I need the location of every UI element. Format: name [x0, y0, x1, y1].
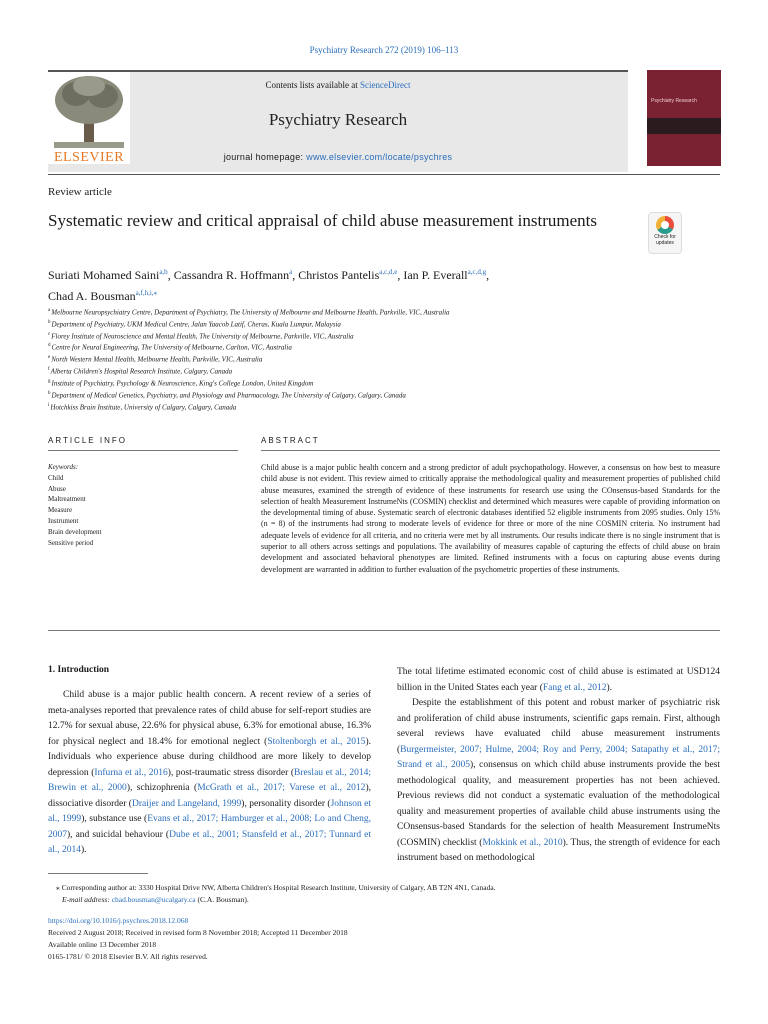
paragraph-text: ), substance use ( — [81, 814, 148, 824]
doi-link[interactable]: https://doi.org/10.1016/j.psychres.2018.12.068 — [48, 916, 189, 925]
corresponding-author-footnote — [48, 882, 720, 906]
keywords-label: Keywords: — [48, 463, 79, 471]
dates-line: Received 2 August 2018; Received in revised form 8 November 2018; Accepted 11 December 2018 — [48, 928, 348, 937]
paragraph-text: Despite the establishment of this potent and robust marker of psychiatric risk and proliferation of child abuse instruments, scientific gaps remain. First, although several reviews have evaluated child abuse measurement instruments ( — [397, 698, 720, 755]
check-updates-icon — [656, 216, 674, 234]
abstract-rule — [261, 450, 720, 451]
homepage-link[interactable]: www.elsevier.com/locate/psychres — [306, 152, 453, 162]
article-type: Review article — [48, 186, 112, 198]
keyword: Sensitive period — [48, 538, 94, 547]
citation-link[interactable]: Breslau et al., 2014; Brewin et al., 2000 — [48, 767, 371, 793]
cover-image-strip — [647, 118, 721, 134]
paragraph-text: ). Individuals who experience abuse during childhood are more likely to develop depression ( — [48, 736, 371, 778]
keywords-block — [48, 462, 101, 548]
affiliation: $^i$Hotchkiss Brain Institute, University of Calgary, Calgary, Canada — [48, 402, 237, 411]
paragraph-text: ). — [80, 845, 87, 855]
author-name[interactable]: Christos Pantelis — [298, 268, 380, 282]
email-line — [48, 894, 720, 906]
affiliation: $^e$North Western Mental Health, Melbourne Health, Parkville, VIC, Australia — [48, 355, 263, 364]
keyword: Child — [48, 473, 64, 482]
email-link[interactable]: chad.bousman@ucalgary.ca — [111, 895, 196, 904]
check-for-updates-button[interactable] — [648, 212, 682, 254]
author-name[interactable]: Suriati Mohamed Saini — [48, 268, 160, 282]
citation-link[interactable]: Stoltenborgh et al., 2015 — [267, 736, 366, 747]
author-list: Suriati Mohamed Saini$^{a,b}$, Cassandra R. Hoffmann$^a$, Christos Pantelis$^{a,c,d,e}$, Ian P. Everall$^{a,c,d,g}$, Chad A. Bousman$^{a,f,h,i,⁎}$ — [48, 268, 490, 303]
citation-link[interactable]: Infurna et al., 2016 — [94, 767, 168, 778]
article-title: Systematic review and critical appraisal of child abuse measurement instruments — [48, 211, 598, 230]
check-updates-label: Check for updates — [654, 234, 676, 246]
paragraph-text: The total lifetime estimated economic cost of child abuse is estimated at USD124 billion in the United States each year ( — [397, 667, 720, 693]
citation-link[interactable]: McGrath et al., 2017; Varese et al., 2012 — [197, 783, 366, 793]
affiliation: $^c$Florey Institute of Neuroscience and Mental Health, The University of Melbourne, Parkville, VIC, Australia — [48, 331, 354, 340]
sciencedirect-link[interactable]: ScienceDirect — [360, 80, 411, 90]
paragraph-text: ), and suicidal behaviour ( — [67, 829, 170, 840]
email-label: E-mail address: — [62, 895, 110, 904]
affiliation: $^h$Department of Medical Genetics, Psychiatry, and Physiology and Pharmacology, The University of Calgary, Calgary, Canada — [48, 390, 406, 400]
journal-citation-link[interactable]: Psychiatry Research 272 (2019) 106–113 — [309, 45, 459, 55]
affiliation: $^d$Centre for Neural Engineering, The University of Melbourne, Carlton, VIC, Australia — [48, 343, 292, 352]
keyword: Instrument — [48, 516, 79, 525]
paragraph-text: ), dissociative disorder ( — [48, 783, 371, 809]
affiliation: $^f$Alberta Children's Hospital Research Institute, Calgary, Canada — [48, 367, 233, 376]
article-info-heading: ARTICLE INFO — [48, 436, 127, 445]
journal-title: Psychiatry Research — [268, 110, 408, 129]
keyword: Measure — [48, 506, 73, 515]
email-suffix: (C.A. Bousman). — [197, 895, 249, 904]
intro-paragraph-left — [48, 688, 371, 859]
section-heading-introduction: 1. Introduction — [48, 665, 110, 675]
journal-header — [48, 70, 628, 172]
citation-link[interactable]: Evans et al., 2017; Hamburger et al., 2008; Lo and Cheng, 2007 — [48, 814, 371, 840]
paragraph-text: ), schizophrenia ( — [126, 783, 198, 793]
tree-icon — [48, 72, 130, 150]
keyword: Abuse — [48, 484, 66, 493]
paragraph-text: ), post-traumatic stress disorder ( — [167, 767, 295, 778]
citation-link[interactable]: Draijer and Langeland, 1999 — [131, 798, 242, 809]
keyword: Brain development — [48, 527, 102, 536]
footnote-rule — [48, 873, 148, 874]
affiliation: $^g$Institute of Psychiatry, Psychology & Neuroscience, King's College London, United Kingdom — [48, 378, 314, 388]
corresponding-author: ⁎ Corresponding author at: 3330 Hospital Drive NW, Alberta Children's Hospital Research Institute, University of Calgary, AB T2N 4N1, Canada. — [56, 883, 496, 892]
abstract-text: Child abuse is a major public health concern and a strong predictor of adult psychopathology. However, a consensus on how best to measure child abuse is not evident. This review aimed to critically appraise the methodological quality and measurement properties of published child abuse measures, examined the strength of evidence of these instruments for research use using the COnsensus-based Standards for the selection of health Measurement InstrumeNts (COSMIN) checklist and determined which measures were capable of providing information on the developmental timing of abuse. Systematic search of electronic databases identified 52 eligible instruments from 2095 studies. Only 15% (n = 8) of the instruments had strong to moderate levels of evidence for three or more of the nine COSMIN criteria. No instrument had adequate levels of evidence for all criteria, and no criteria were met by all instruments. Our results indicate there is no single instrument that is superior to all others across settings and populations. The availability of measures capable of capturing the effects of child abuse on brain development and associated behavioral phenotypes are limited. Refined instruments with a focus on capturing abuse events during development are warranted in addition to further evaluation of the psychometric properties of these instruments. — [261, 463, 720, 574]
intro-paragraph — [397, 667, 720, 693]
contents-prefix: Contents lists available at — [265, 80, 360, 90]
cover-title: Psychiatry Research — [651, 98, 697, 104]
citation-link[interactable]: Johnson et al., 1999 — [48, 798, 371, 824]
contents-line — [48, 80, 628, 90]
citation-link[interactable]: Burgermeister, 2007; Hulme, 2004; Roy and Perry, 2004; Satapathy et al., 2017; Strand et al., 2005 — [397, 744, 720, 770]
paragraph-text: Child abuse is a major public health concern. A recent review of a series of meta-analyses reported that prevalence rates of child abuse for self-report studies are 12.7% for sexual abuse, 22.6% for physical abuse, 6.3% for emotional abuse, 16.3% for physical neglect and 18.4% for emotional neglect ( — [48, 690, 371, 747]
homepage-line — [48, 152, 628, 162]
paragraph-text: ). — [606, 682, 613, 693]
affiliation: $^a$Melbourne Neuropsychiatry Centre, Department of Psychiatry, The University of Melbourne and Melbourne Health, Parkville, VIC, Australia — [48, 308, 450, 317]
paragraph-text: ), consensus on which child abuse instruments provide the best methodological quality, and measurement properties has not been achieved. Previous reviews did not conduct a systematic evaluation of the methodological quality and measurement properties of available child abuse instruments using the COnsensus-based Standards for the selection of health Measurement InstrumeNts (COSMIN) checklist ( — [397, 760, 720, 848]
citation-link[interactable]: Fang et al., 2012 — [542, 682, 607, 693]
citation-link[interactable]: Dube et al., 2001; Stansfeld et al., 2017; Tunnard et al., 2014 — [48, 829, 372, 855]
article-metadata — [48, 915, 720, 963]
elsevier-wordmark: ELSEVIER — [53, 150, 125, 165]
article-info-rule — [48, 450, 238, 451]
intro-paragraph — [397, 696, 720, 867]
citation-link[interactable]: Mokkink et al., 2010 — [482, 837, 563, 848]
paragraph-text: ). Thus, the strength of evidence for each instrument based on methodological — [397, 837, 720, 863]
abstract-heading: ABSTRACT — [261, 436, 320, 445]
homepage-prefix: journal homepage: — [223, 152, 307, 162]
author-name[interactable]: Chad A. Bousman — [48, 289, 136, 303]
affiliation-list — [48, 306, 728, 412]
author-name[interactable]: Ian P. Everall — [403, 268, 468, 282]
online-line: Available online 13 December 2018 — [48, 940, 157, 949]
keyword: Maltreatment — [48, 495, 86, 504]
journal-cover-thumbnail[interactable] — [647, 70, 721, 166]
intro-column-right — [397, 665, 720, 867]
copyright-line: 0165-1781/ © 2018 Elsevier B.V. All rights reserved. — [48, 952, 208, 961]
header-rule — [48, 174, 720, 175]
author-name[interactable]: Cassandra R. Hoffmann — [173, 268, 290, 282]
affiliation: $^b$Department of Psychiatry, UKM Medical Centre, Jalan Yaacob Latif, Cheras, Kuala Lumpur, Malaysia — [48, 319, 341, 329]
section-rule — [48, 630, 720, 631]
paragraph-text: ), personality disorder ( — [241, 798, 331, 809]
